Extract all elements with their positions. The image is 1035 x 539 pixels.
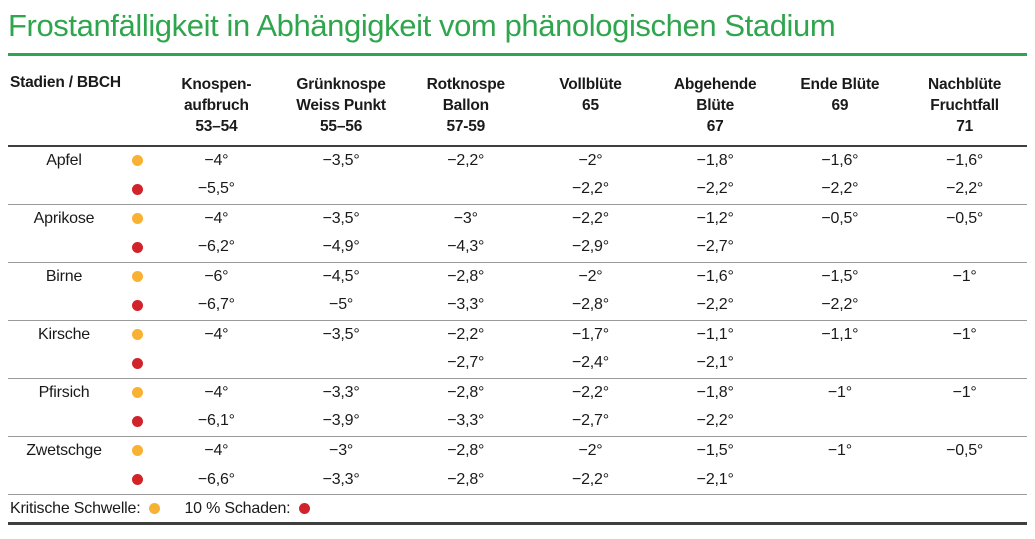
value-cell <box>902 291 1027 320</box>
species-name: Pfirsich <box>38 383 90 401</box>
header-cell-gruenknospe <box>279 72 404 146</box>
dot-cell <box>120 378 154 407</box>
value-cell: −2,8° <box>447 441 485 459</box>
species-group-zwetschge <box>8 436 1027 494</box>
header-line: 65 <box>582 97 599 114</box>
header-cell-ende-bluete <box>778 72 903 146</box>
value-cell: −2,2° <box>447 152 485 169</box>
dot-cell <box>120 349 154 378</box>
value-cell: −4,9° <box>322 238 360 256</box>
value-cell: −1,6° <box>821 152 859 169</box>
value-cell <box>902 233 1027 262</box>
header-line: Abgehende <box>673 76 757 93</box>
value-cell: −4,5° <box>322 267 360 285</box>
species-group-birne <box>8 262 1027 320</box>
value-cell: −1,1° <box>821 325 859 343</box>
value-cell: −2,2° <box>696 412 734 430</box>
value-cell: −0,5° <box>946 441 984 459</box>
value-cell: −1° <box>827 383 852 401</box>
dot-cell <box>120 233 154 262</box>
value-cell: −3° <box>453 209 478 227</box>
header-line: Grünknospe <box>296 76 386 93</box>
value-cell: −2,2° <box>821 180 859 198</box>
value-cell <box>279 349 404 378</box>
value-cell: −6,7° <box>197 296 235 314</box>
value-cell: −2,2° <box>696 180 734 198</box>
value-cell <box>279 175 404 204</box>
damage-dot-icon <box>132 300 143 311</box>
header-line: Blüte <box>696 97 735 114</box>
value-cell: −2,1° <box>696 470 734 488</box>
damage-dot-icon <box>299 503 310 514</box>
value-cell: −2,2° <box>696 296 734 314</box>
species-name: Zwetschge <box>26 441 102 459</box>
header-line: 71 <box>956 118 974 135</box>
value-cell: −1° <box>952 383 977 401</box>
header-line: Weiss Punkt <box>296 97 386 114</box>
damage-dot-icon <box>132 358 143 369</box>
value-cell: −2,2° <box>946 180 984 198</box>
critical-threshold-dot-icon <box>132 213 143 224</box>
value-cell: −2,2° <box>447 325 485 343</box>
header-line: Nachblüte <box>928 76 1002 93</box>
header-cell-nachbluete <box>902 72 1027 146</box>
value-cell: −2,2° <box>821 296 859 314</box>
species-name-empty <box>8 233 120 262</box>
table-row <box>8 349 1027 378</box>
value-cell: −1° <box>952 267 977 285</box>
damage-dot-icon <box>132 242 143 253</box>
header-line: 67 <box>706 118 724 135</box>
table-row <box>8 436 1027 465</box>
species-name-empty <box>8 175 120 204</box>
critical-threshold-dot-icon <box>132 329 143 340</box>
header-line: 57-59 <box>446 118 486 135</box>
dot-cell <box>120 436 154 465</box>
value-cell: −4,3° <box>447 238 485 256</box>
species-name-empty <box>8 291 120 320</box>
value-cell: −5° <box>329 296 354 314</box>
dot-cell <box>120 204 154 233</box>
value-cell: −4° <box>204 209 229 227</box>
value-cell: −2,2° <box>571 209 609 227</box>
value-cell: −2,1° <box>696 354 734 372</box>
value-cell: −2° <box>578 441 603 459</box>
value-cell: −2,7° <box>696 238 734 256</box>
dot-cell <box>120 291 154 320</box>
value-cell: −3,3° <box>447 296 485 314</box>
table-header <box>8 72 1027 146</box>
header-cell-vollbluete <box>528 72 653 146</box>
dot-cell <box>120 262 154 291</box>
page-title: Frostanfälligkeit in Abhängigkeit vom phänologischen Stadium <box>8 8 836 43</box>
damage-dot-icon <box>132 474 143 485</box>
value-cell: −2,8° <box>447 470 485 488</box>
critical-threshold-dot-icon <box>132 445 143 456</box>
critical-threshold-dot-icon <box>149 503 160 514</box>
value-cell: −2,2° <box>571 470 609 488</box>
value-cell <box>403 175 528 204</box>
value-cell <box>778 407 903 436</box>
critical-threshold-dot-icon <box>132 271 143 282</box>
value-cell: −3,3° <box>322 470 360 488</box>
value-cell: −3,5° <box>322 152 360 169</box>
value-cell: −2,4° <box>571 354 609 372</box>
value-cell: −2,8° <box>571 296 609 314</box>
value-cell: −2,7° <box>447 354 485 372</box>
frost-susceptibility-table <box>8 72 1027 494</box>
value-cell <box>902 349 1027 378</box>
header-cell-stadien-bbch: Stadien / BBCH <box>10 74 121 91</box>
header-line: Ballon <box>442 97 489 114</box>
value-cell: −6,2° <box>197 238 235 256</box>
value-cell: −2° <box>578 267 603 285</box>
value-cell: −5,5° <box>197 180 235 198</box>
title-underline <box>8 53 1027 56</box>
legend <box>8 494 1027 525</box>
header-cell-abgehende-bluete <box>653 72 778 146</box>
header-row <box>8 72 1027 146</box>
legend-damage-label: 10 % Schaden: <box>184 499 291 517</box>
value-cell: −3,5° <box>322 209 360 227</box>
value-cell: −2,8° <box>447 383 485 401</box>
header-line: 55–56 <box>320 118 363 135</box>
header-line: Vollblüte <box>559 76 622 93</box>
value-cell: −1,6° <box>696 267 734 285</box>
value-cell: −2,9° <box>571 238 609 256</box>
legend-critical-label: Kritische Schwelle: <box>10 499 141 517</box>
header-line: 53–54 <box>195 118 238 135</box>
value-cell: −1,8° <box>696 152 734 169</box>
species-name: Apfel <box>46 152 82 169</box>
header-line: 69 <box>831 97 849 114</box>
critical-threshold-dot-icon <box>132 155 143 166</box>
value-cell: −1° <box>827 441 852 459</box>
table-row <box>8 175 1027 204</box>
species-name: Birne <box>45 267 83 285</box>
species-group-apfel <box>8 146 1027 204</box>
value-cell <box>154 349 279 378</box>
value-cell: −4° <box>204 325 229 343</box>
value-cell: −3,9° <box>322 412 360 430</box>
table-row <box>8 291 1027 320</box>
value-cell: −3,5° <box>322 325 360 343</box>
value-cell: −1° <box>952 325 977 343</box>
table-row <box>8 465 1027 494</box>
value-cell: −4° <box>204 441 229 459</box>
value-cell: −2,2° <box>571 180 609 198</box>
species-group-pfirsich <box>8 378 1027 436</box>
header-line: aufbruch <box>184 97 249 114</box>
species-group-kirsche <box>8 320 1027 378</box>
table-row <box>8 378 1027 407</box>
dot-cell <box>120 407 154 436</box>
value-cell: −2° <box>578 152 603 169</box>
critical-threshold-dot-icon <box>132 387 143 398</box>
species-name-empty <box>8 349 120 378</box>
value-cell: −1,5° <box>696 441 734 459</box>
species-name: Kirsche <box>38 325 90 343</box>
table-row <box>8 320 1027 349</box>
value-cell <box>778 233 903 262</box>
value-cell: −1,5° <box>821 267 859 285</box>
value-cell: −2,8° <box>447 267 485 285</box>
value-cell: −6,1° <box>197 412 235 430</box>
damage-dot-icon <box>132 184 143 195</box>
value-cell: −1,6° <box>946 152 984 169</box>
header-line: Ende Blüte <box>800 76 880 93</box>
value-cell <box>902 407 1027 436</box>
value-cell: −1,2° <box>696 209 734 227</box>
dot-cell <box>120 465 154 494</box>
species-name-empty <box>8 407 120 436</box>
value-cell: −1,1° <box>696 325 734 343</box>
value-cell: −6° <box>204 267 229 285</box>
table-row <box>8 262 1027 291</box>
value-cell: −6,6° <box>197 470 235 488</box>
dot-cell <box>120 320 154 349</box>
value-cell: −1,8° <box>696 383 734 401</box>
header-line: Rotknospe <box>426 76 505 93</box>
value-cell: −3° <box>329 441 354 459</box>
species-name-empty <box>8 465 120 494</box>
value-cell <box>778 349 903 378</box>
value-cell: −3,3° <box>447 412 485 430</box>
species-group-aprikose <box>8 204 1027 262</box>
value-cell: −4° <box>204 152 229 169</box>
table-row <box>8 146 1027 175</box>
value-cell <box>902 465 1027 494</box>
table-row <box>8 407 1027 436</box>
value-cell: −2,2° <box>571 383 609 401</box>
header-cell-knospenaufbruch <box>154 72 279 146</box>
header-line: Fruchtfall <box>930 97 999 114</box>
damage-dot-icon <box>132 416 143 427</box>
dot-cell <box>120 146 154 175</box>
value-cell: −1,7° <box>571 325 609 343</box>
value-cell: −0,5° <box>821 209 859 227</box>
value-cell: −0,5° <box>946 209 984 227</box>
table-row <box>8 233 1027 262</box>
table-row <box>8 204 1027 233</box>
header-line: Knospen- <box>181 76 252 93</box>
dot-cell <box>120 175 154 204</box>
value-cell: −2,7° <box>571 412 609 430</box>
header-cell-rotknospe <box>403 72 528 146</box>
value-cell: −3,3° <box>322 383 360 401</box>
species-name: Aprikose <box>33 209 95 227</box>
value-cell <box>778 465 903 494</box>
value-cell: −4° <box>204 383 229 401</box>
